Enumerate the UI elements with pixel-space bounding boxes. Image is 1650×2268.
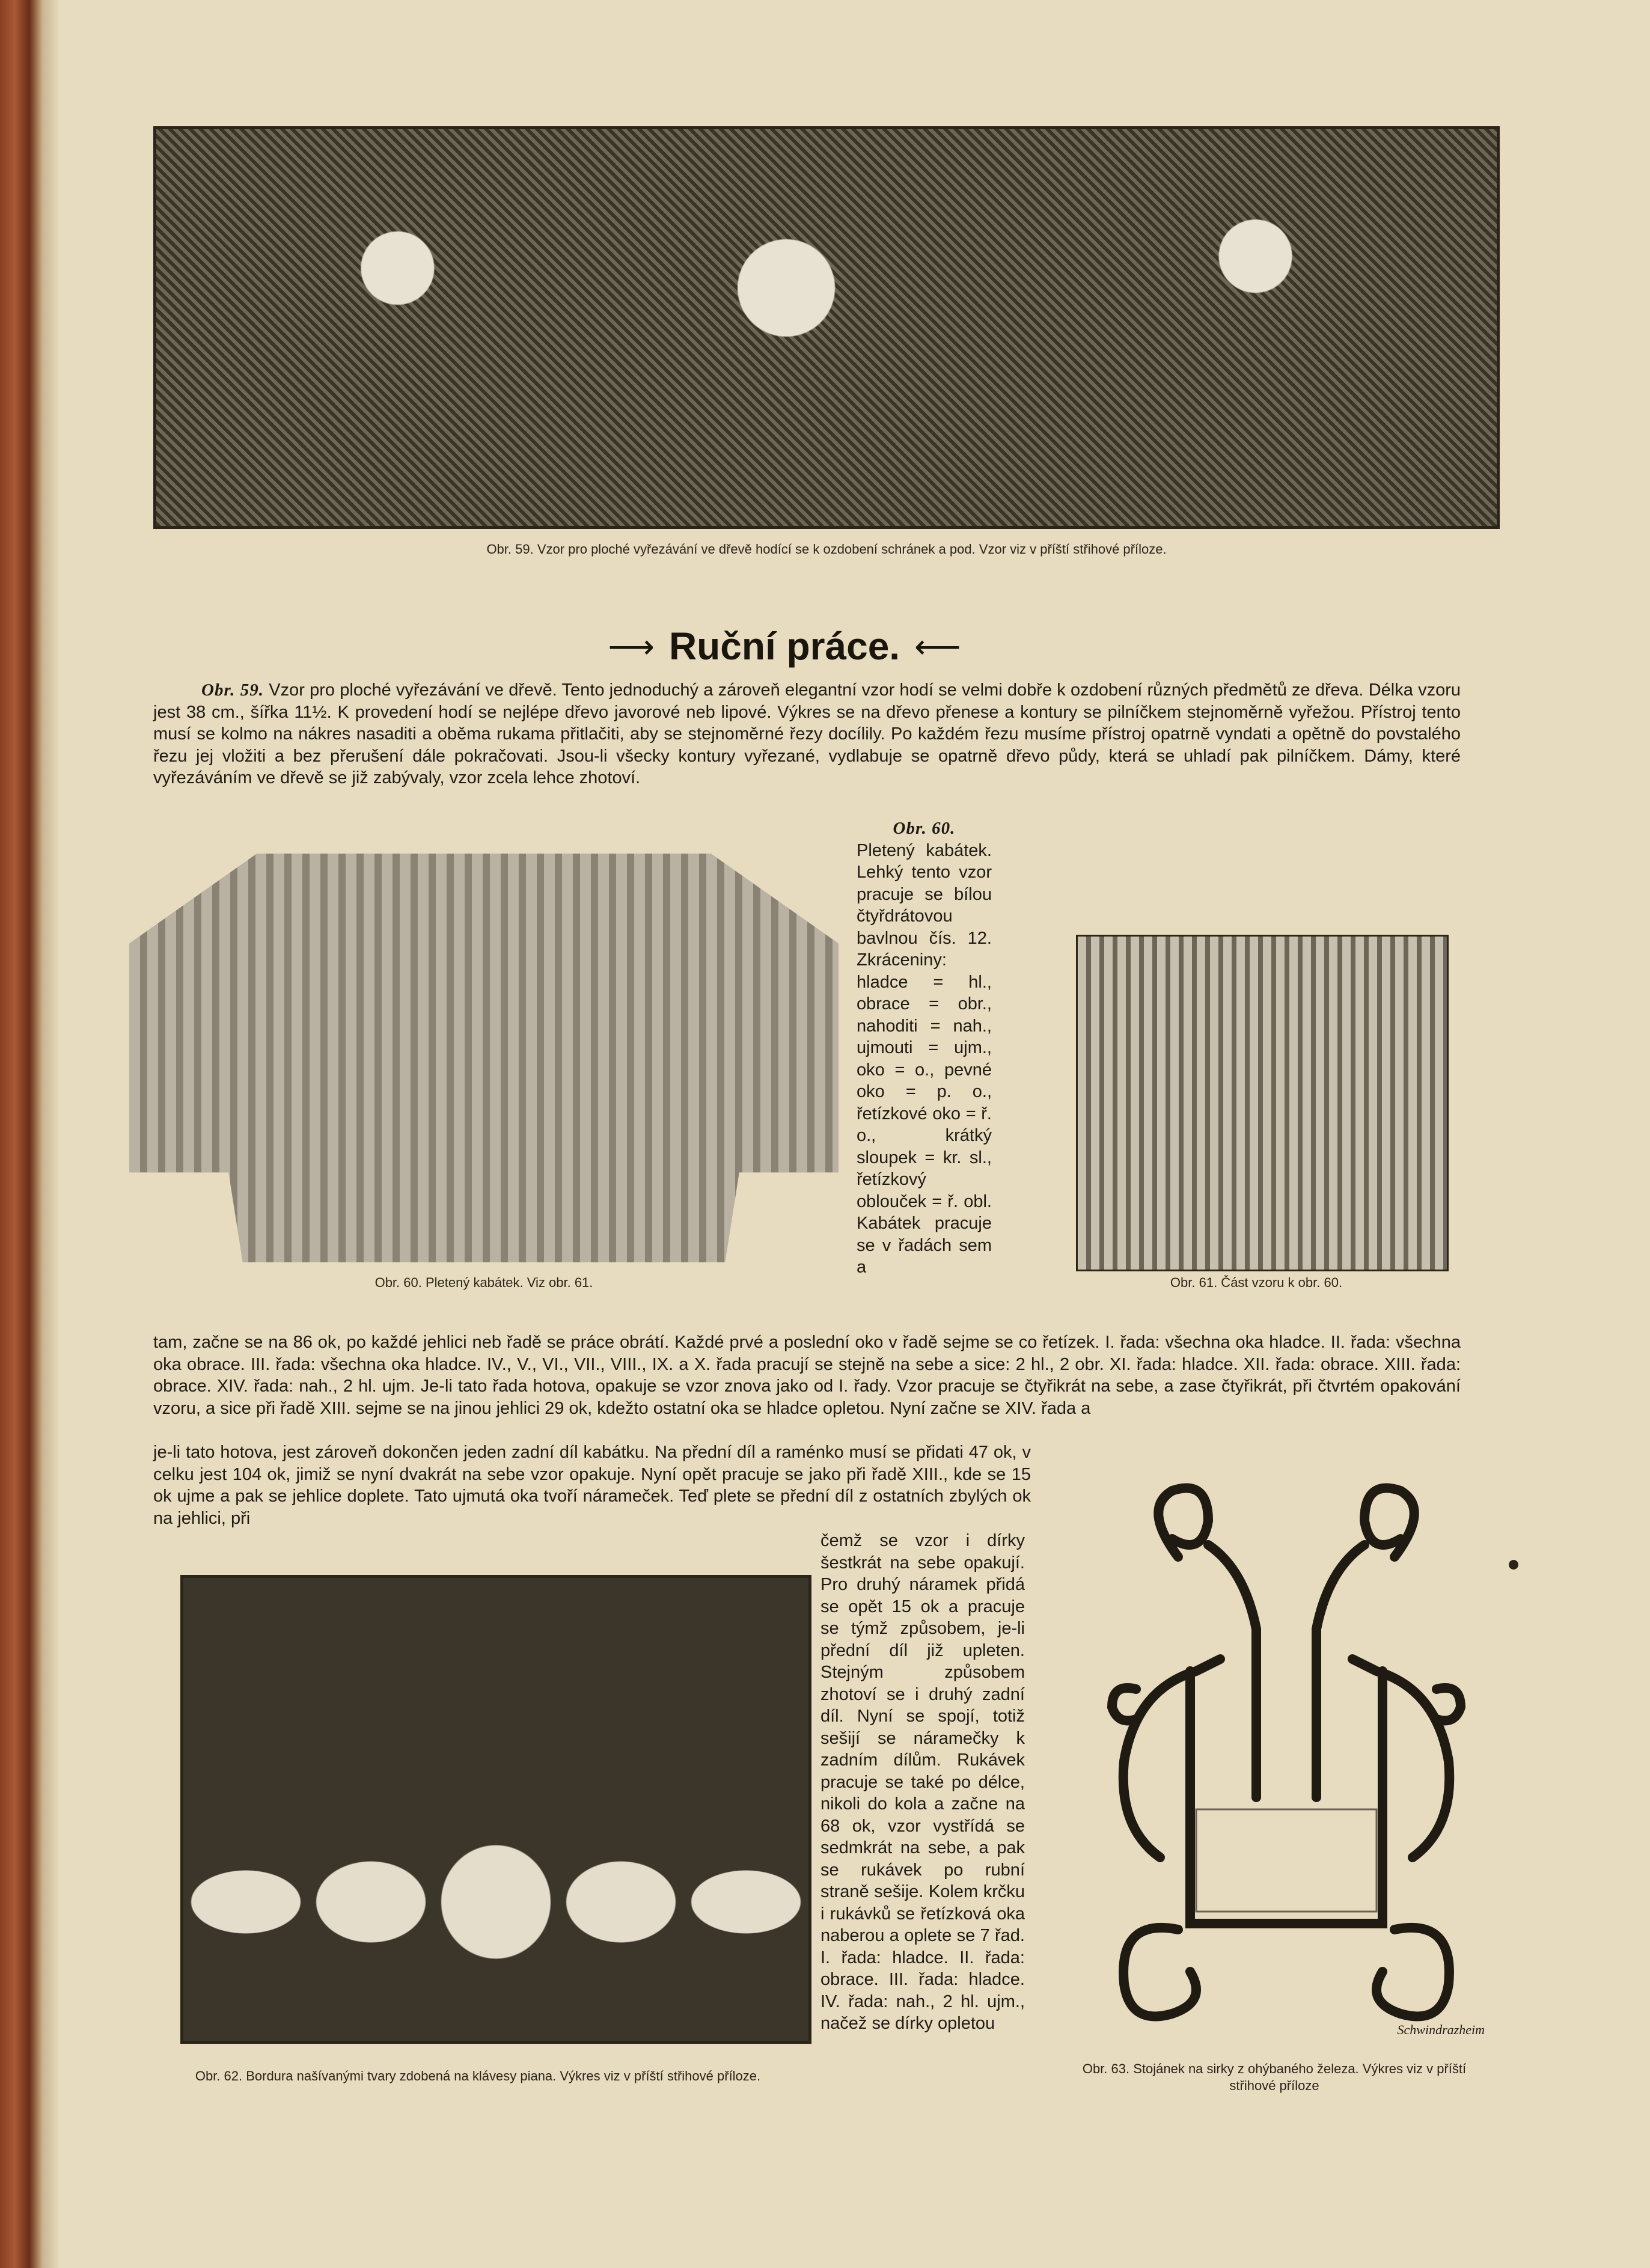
paragraph-60-column: Pletený kabátek. Lehký tento vzor pracuje se bílou čtyřdrátovou bavlnou čís. 12. Zkráceniny: hladce = hl., obrace = obr., nahoditi = nah., ujmouti = ujm., oko = o., pevné oko = p. o., řetízkové oko = ř. o., krátký sloupek = kr. sl., řetízkový oblouček = ř. obl. Kabátek pracuje se v řadách sem a: [857, 840, 992, 1277]
figure-59-caption: Obr. 59. Vzor pro ploché vyřezávání ve dřevě hodící se k ozdobení schránek a pod. Vzor viz v příští střihové příloze.: [486, 542, 1167, 557]
article-column-60: [857, 818, 992, 1279]
article-column-60-narrow: [820, 1530, 1025, 2035]
article-paragraph-60-full: [153, 1331, 1461, 1419]
section-title: Ruční práce.: [668, 625, 900, 668]
figure-label-60: Obr. 60.: [893, 819, 956, 838]
paragraph-60-full: tam, začne se na 86 ok, po každé jehlici neb řadě se práce obrátí. Každé prvé a poslední oko v řadě sejme se co řetízek. I. řada: všechna oka hladce. II. řada: všechna oka obrace. III. řada: všechna oka hladce. IV., V., VI., VII., VIII., IX. a X. řada pracují se stejně na sebe a sice: 2 hl., 2 obr. XI. řada: hladce. XII. řada: obrace. XIII. řada: obrace. XIV. řada: nah., 2 hl. ujm. Je-li tato řada hotova, opakuje se vzor znova jako od I. řady. Vzor pracuje se čtyřikrát na sebe, a zase čtyřikrát, při čtvrtém opakování vzoru, a sice při řadě XIII. sejme se na jinou jehlici 29 ok, kdežto ostatní oka se hladce opletou. Nyní začne se XIV. řada a: [153, 1333, 1461, 1418]
flourish-left-icon: ⟶: [608, 628, 655, 665]
article-paragraph-59: [153, 679, 1461, 789]
figure-59-carving: [153, 126, 1500, 529]
figure-62-border: [180, 1575, 811, 2044]
page-edge: [42, 0, 60, 2268]
figure-63-signature: Schwindrazheim: [1397, 2022, 1485, 2037]
paragraph-59-text: Vzor pro ploché vyřezávání ve dřevě. Tento jednoduchý a zároveň elegantní vzor hodí se velmi dobře k ozdobení různých předmětů ze dřeva. Délka vzoru jest 38 cm., šířka 11½. K provedení hodí se nejlépe dřevo javorové neb lipové. Výkres se na dřevo přenese a kontury se pilníčkem stejnoměrně vyřežou. Přístroj tento musí se kolmo na nákres nasaditi a oběma rukama přitlačiti, aby se stejnoměrné řezy docílily. Po každém řezu musíme přístroj opatrně vyndati a opětně do povstalého řezu jej vložiti a bez přerušení dále pokračovati. Jsou-li všecky kontury vyřezané, vydlabuje se opatrně dřevo půdy, která se uhladí pak pilníčkem. Dámy, které vyřezáváním ve dřevě se již zabývaly, vzor zcela lehce zhotoví.: [153, 680, 1461, 787]
figure-label-59: Obr. 59.: [201, 680, 264, 700]
figure-60-sweater: [129, 854, 839, 1262]
book-spine: [0, 0, 42, 2268]
section-heading: [574, 622, 995, 670]
figure-61-swatch: [1076, 935, 1449, 1271]
figure-61-caption: Obr. 61. Část vzoru k obr. 60.: [1170, 1275, 1343, 1290]
paragraph-60-narrow: čemž se vzor i dírky šestkrát na sebe opakují. Pro druhý náramek přidá se opět 15 ok a pracuje se týmž způsobem, je-li přední díl již upleten. Stejným způsobem zhotoví se i druhý zadní díl. Nyní se spojí, totiž sešijí se náramečky k zadním dílům. Rukávek pracuje se také po délce, nikoli do kola a začne na 68 ok, vzor vystřídá se sedmkrát na sebe, a pak se rukávek po rubní straně sešije. Kolem krčku i rukávků se řetízková oka naberou a oplete se 7 řad. I. řada: hladce. II. řada: obrace. III. řada: hladce. IV. řada: nah., 2 hl. ujm., načež se dírky opletou: [820, 1531, 1025, 2033]
flourish-right-icon: ⟵: [914, 628, 961, 665]
figure-62-caption: Obr. 62. Bordura našívanými tvary zdobená na klávesy piana. Výkres viz v příští střihové příloze.: [195, 2068, 761, 2083]
figure-63-caption: Obr. 63. Stojánek na sirky z ohýbaného železa. Výkres viz v příští střihové příloze: [1082, 2061, 1467, 2093]
article-paragraph-60-mid: [153, 1441, 1031, 1529]
paragraph-60-mid: je-li tato hotova, jest zároveň dokončen jeden zadní díl kabátku. Na přední díl a raménko musí se přidati 47 ok, v celku jest 104 ok, jimiž se nyní dvakrát na sebe vzor opakuje. Nyní opět pracuje se jako při řadě XIII., kde se 15 ok ujme a pak se jehlice doplete. Tato ujmutá oka tvoří nárameček. Teď plete se přední díl z ostatních zbylých ok na jehlici, při: [153, 1443, 1031, 1528]
figure-63-stand: [1088, 1473, 1485, 2062]
page-dot: [1509, 1560, 1518, 1570]
stand-drawing: [1088, 1473, 1485, 2062]
figure-60-caption: Obr. 60. Pletený kabátek. Viz obr. 61.: [374, 1275, 593, 1290]
